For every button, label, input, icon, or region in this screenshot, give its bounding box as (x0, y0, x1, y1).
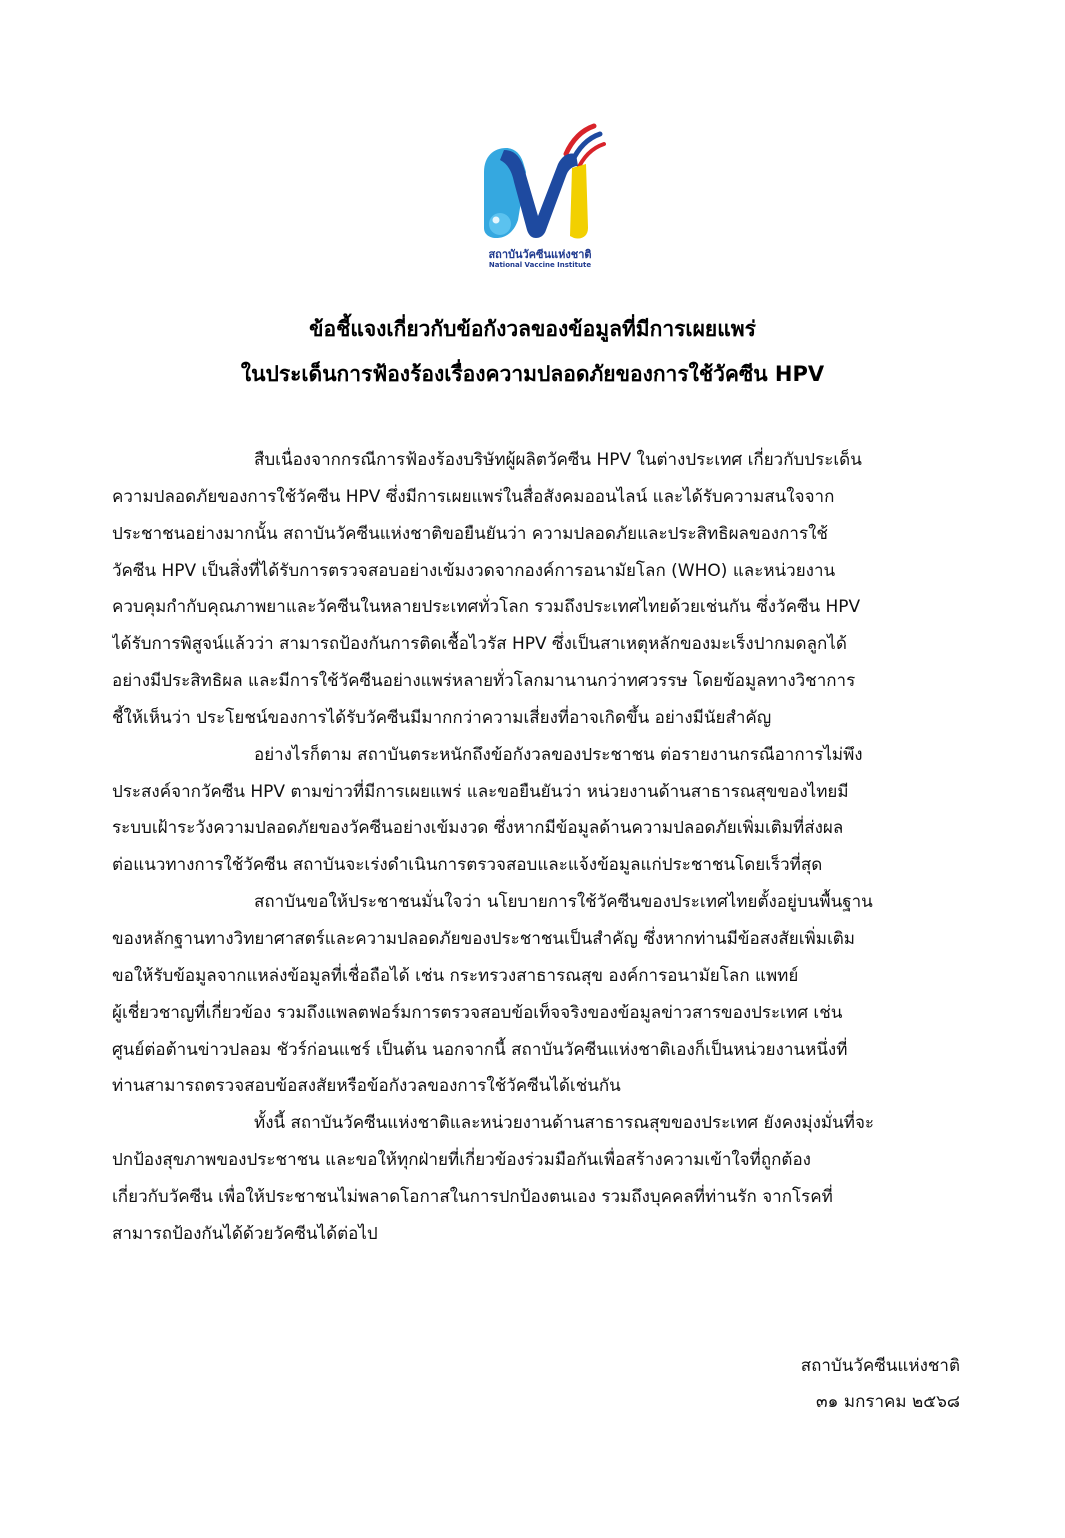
body-line: ขอให้รับข้อมูลจากแหล่งข้อมูลที่เชื่อถือได้ เช่น กระทรวงสาธารณสุข องค์การอนามัยโลก แพทย์ (112, 965, 799, 986)
body-line: ประชาชนอย่างมากนั้น สถาบันวัคซีนแห่งชาติขอยืนยันว่า ความปลอดภัยและประสิทธิผลของการใช้ (112, 523, 828, 544)
logo-name-en: National Vaccine Institute (488, 261, 592, 269)
body-line: ของหลักฐานทางวิทยาศาสตร์และความปลอดภัยของประชาชนเป็นสำคัญ ซึ่งหากท่านมีข้อสงสัยเพิ่มเติม (112, 928, 856, 949)
body-line: อย่างมีประสิทธิผล และมีการใช้วัคซีนอย่างแพร่หลายทั่วโลกมานานกว่าทศวรรษ โดยข้อมูลทางวิชาการ (112, 671, 856, 692)
vaccine-institute-emblem-icon (474, 120, 606, 246)
logo-name-th: สถาบันวัคซีนแห่งชาติ (488, 248, 592, 261)
document-title-line-1: ข้อชี้แจงเกี่ยวกับข้อกังวลของข้อมูลที่มีการเผยแพร่ (309, 317, 756, 341)
body-line: อย่างไรก็ตาม สถาบันตระหนักถึงข้อกังวลของประชาชน ต่อรายงานกรณีอาการไม่พึง (254, 744, 863, 765)
body-line: ระบบเฝ้าระวังความปลอดภัยของวัคซีนอย่างเข้มงวด ซึ่งหากมีข้อมูลด้านความปลอดภัยเพิ่มเติมที่ส่งผล (112, 818, 844, 839)
body-line: ได้รับการพิสูจน์แล้วว่า สามารถป้องกันการติดเชื้อไวรัส HPV ซึ่งเป็นสาเหตุหลักของมะเร็งปากมดลูกได้ (112, 634, 847, 655)
signature-organization: สถาบันวัคซีนแห่งชาติ (800, 1356, 960, 1376)
body-line: ประสงค์จากวัคซีน HPV ตามข่าวที่มีการเผยแพร่ และขอยืนยันว่า หน่วยงานด้านสาธารณสุขของไทยมี (112, 781, 849, 802)
body-line: สถาบันขอให้ประชาชนมั่นใจว่า นโยบายการใช้วัคซีนของประเทศไทยตั้งอยู่บนพื้นฐาน (254, 892, 873, 913)
body-line: ความปลอดภัยของการใช้วัคซีน HPV ซึ่งมีการเผยแพร่ในสื่อสังคมออนไลน์ และได้รับความสนใจจาก (112, 486, 835, 507)
body-line: ต่อแนวทางการใช้วัคซีน สถาบันจะเร่งดำเนินการตรวจสอบและแจ้งข้อมูลแก่ประชาชนโดยเร็วที่สุด (112, 855, 823, 876)
document-title-line-2: ในประเด็นการฟ้องร้องเรื่องความปลอดภัยของการใช้วัคซีน HPV (240, 362, 825, 386)
body-line: สืบเนื่องจากกรณีการฟ้องร้องบริษัทผู้ผลิตวัคซีน HPV ในต่างประเทศ เกี่ยวกับประเด็น (254, 450, 862, 470)
institute-logo (474, 120, 606, 272)
body-line: สามารถป้องกันได้ด้วยวัคซีนได้ต่อไป (112, 1223, 378, 1244)
body-line: ควบคุมกำกับคุณภาพยาและวัคซีนในหลายประเทศทั่วโลก รวมถึงประเทศไทยด้วยเช่นกัน ซึ่งวัคซีน HPV (112, 597, 861, 618)
body-line: ศูนย์ต่อต้านข่าวปลอม ชัวร์ก่อนแชร์ เป็นต้น นอกจากนี้ สถาบันวัคซีนแห่งชาติเองก็เป็นหน่วยงานหนึ่งที่ (112, 1039, 848, 1060)
body-line: ท่านสามารถตรวจสอบข้อสงสัยหรือข้อกังวลของการใช้วัคซีนได้เช่นกัน (112, 1076, 621, 1097)
signature-date: ๓๑ มกราคม ๒๕๖๘ (816, 1392, 960, 1412)
body-line: ปกป้องสุขภาพของประชาชน และขอให้ทุกฝ่ายที่เกี่ยวข้องร่วมมือกันเพื่อสร้างความเข้าใจที่ถูกต้อง (112, 1150, 811, 1171)
body-line: ชี้ให้เห็นว่า ประโยชน์ของการได้รับวัคซีนมีมากกว่าความเสี่ยงที่อาจเกิดขึ้น อย่างมีนัยสำคัญ (112, 707, 772, 728)
body-line: ผู้เชี่ยวชาญที่เกี่ยวข้อง รวมถึงแพลตฟอร์มการตรวจสอบข้อเท็จจริงของข้อมูลข่าวสารของประเทศ เช่น (112, 1002, 843, 1023)
document-body (112, 442, 960, 1253)
body-line: วัคซีน HPV เป็นสิ่งที่ได้รับการตรวจสอบอย่างเข้มงวดจากองค์การอนามัยโลก (WHO) และหน่วยงาน (112, 560, 836, 581)
body-line: ทั้งนี้ สถาบันวัคซีนแห่งชาติและหน่วยงานด้านสาธารณสุขของประเทศ ยังคงมุ่งมั่นที่จะ (254, 1113, 875, 1134)
body-line: เกี่ยวกับวัคซีน เพื่อให้ประชาชนไม่พลาดโอกาสในการปกป้องตนเอง รวมถึงบุคคลที่ท่านรัก จากโรคที่ (112, 1186, 833, 1207)
